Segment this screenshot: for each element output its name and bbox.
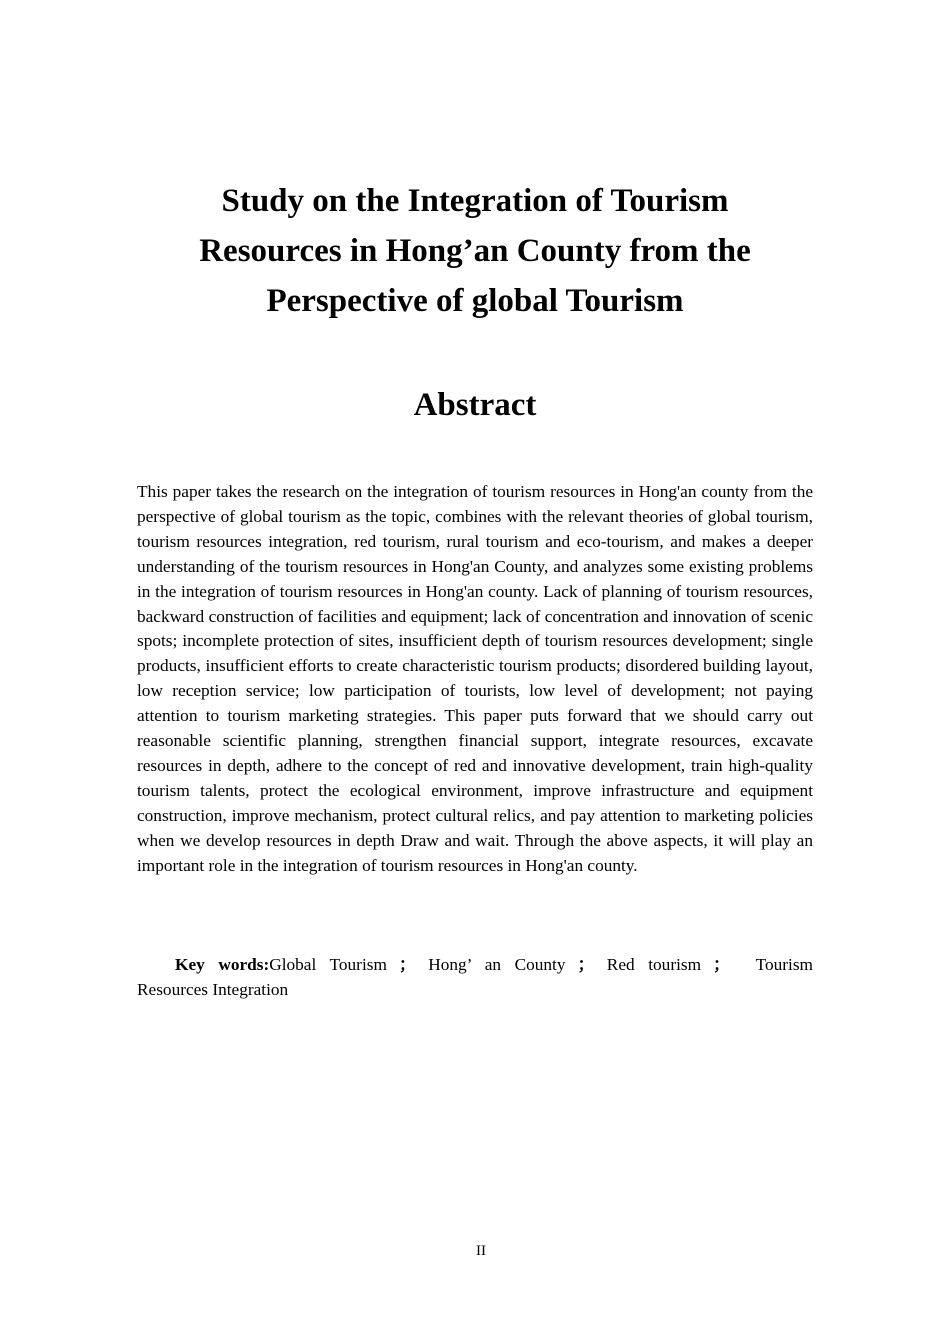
- keyword-separator: ；: [713, 955, 731, 974]
- title-line: Perspective of global Tourism: [266, 283, 684, 319]
- keyword-separator: ；: [398, 955, 417, 974]
- keyword-item: Hong’ an County: [428, 955, 566, 974]
- title-line: Study on the Integration of Tourism: [221, 183, 729, 219]
- keywords-paragraph: [137, 953, 813, 1003]
- keyword-separator: ；: [577, 955, 595, 974]
- page-number: II: [476, 1243, 486, 1259]
- abstract-heading: Abstract: [413, 387, 537, 423]
- title-line: Resources in Hong’an County from the: [199, 233, 751, 269]
- keywords-label: Key words:: [175, 955, 270, 974]
- keyword-item: Tourism Resources Integration: [137, 955, 813, 999]
- keyword-item: Red tourism: [606, 955, 702, 974]
- abstract-body: This paper takes the research on the integration of tourism resources in Hong'an county from the perspective of global tourism as the topic, combines with the relevant theories of global tourism, tourism resources integration, red tourism, rural tourism and eco-tourism, and makes a deeper understanding of the tourism resources in Hong'an County, and analyzes some existing problems in the integration of tourism resources in Hong'an county. Lack of planning of tourism resources, backward construction of facilities and equipment; lack of concentration and innovation of scenic spots; incomplete protection of sites, insufficient depth of tourism resources development; single products, insufficient efforts to create characteristic tourism products; disordered building layout, low reception service; low participation of tourists, low level of development; not paying attention to tourism marketing strategies. This paper puts forward that we should carry out reasonable scientific planning, strengthen financial support, integrate resources, excavate resources in depth, adhere to the concept of red and innovative development, train high-quality tourism talents, protect the ecological environment, improve infrastructure and equipment construction, improve mechanism, protect cultural relics, and pay attention to marketing policies when we develop resources in depth Draw and wait. Through the above aspects, it will play an important role in the integration of tourism resources in Hong'an county.: [137, 482, 813, 875]
- keyword-item: Global Tourism: [269, 955, 387, 974]
- paper-title: [137, 176, 813, 326]
